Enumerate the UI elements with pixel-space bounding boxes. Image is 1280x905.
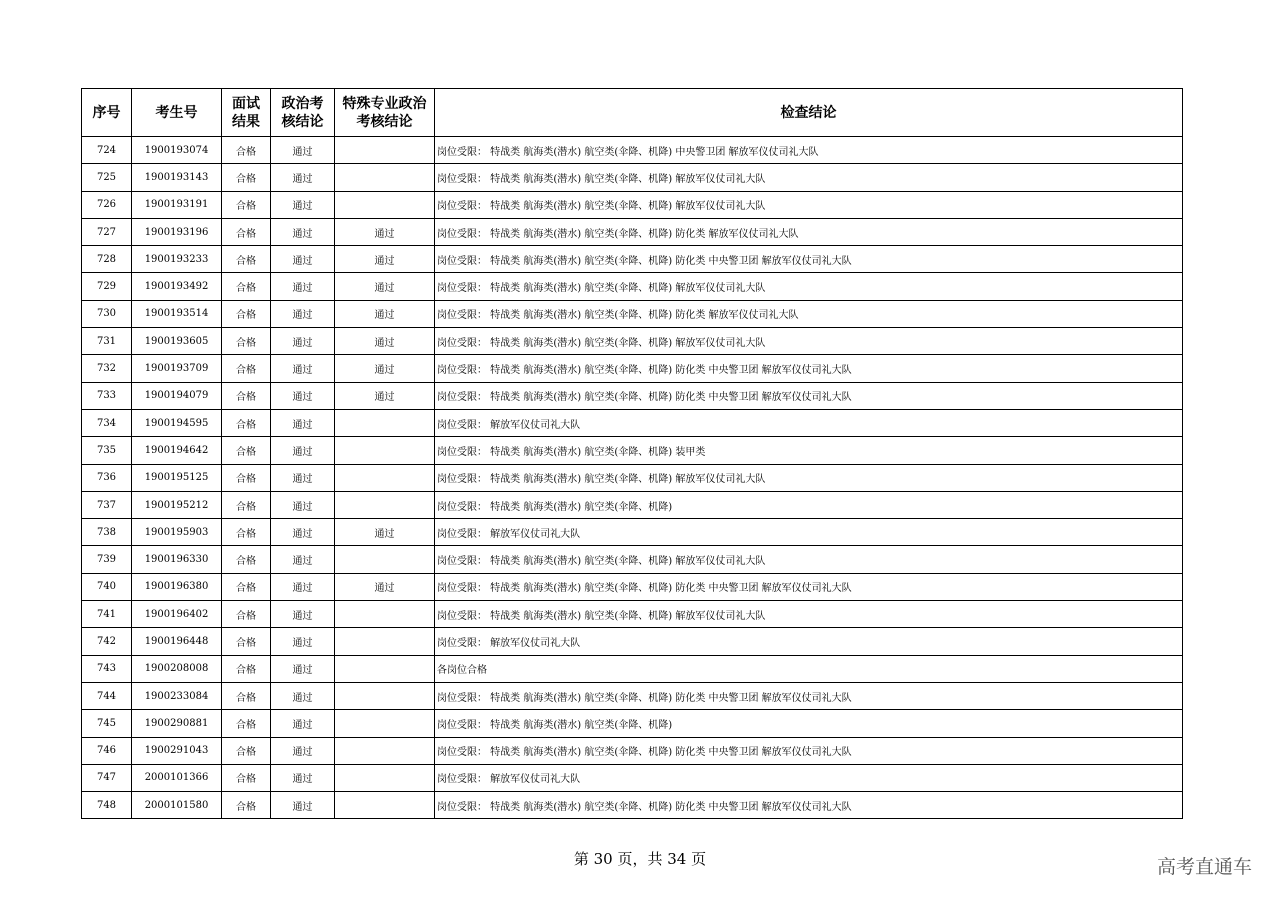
cell-seq: 737 [82,491,132,518]
cell-special [335,437,435,464]
cell-exam-no: 1900194595 [132,409,222,436]
table-row [82,437,1183,464]
cell-political: 通过 [271,628,335,655]
header-political-line1: 政治考 [281,95,324,112]
cell-exam-no: 1900195212 [132,491,222,518]
cell-check: 岗位受限： 特战类 航海类(潜水) 航空类(伞降、机降) 解放军仪仗司礼大队 [435,464,1183,491]
header-political [271,89,335,137]
cell-political: 通过 [271,328,335,355]
cell-seq: 735 [82,437,132,464]
cell-seq: 748 [82,792,132,819]
cell-special [335,710,435,737]
cell-exam-no: 1900196380 [132,573,222,600]
header-special-line2: 考核结论 [356,113,413,130]
cell-special [335,137,435,164]
header-political-line2: 核结论 [281,113,324,130]
cell-seq: 740 [82,573,132,600]
cell-exam-no: 1900193196 [132,218,222,245]
cell-seq: 746 [82,737,132,764]
cell-exam-no: 1900193605 [132,328,222,355]
header-row [82,89,1183,137]
cell-exam-no: 2000101580 [132,792,222,819]
cell-check: 岗位受限： 特战类 航海类(潜水) 航空类(伞降、机降) 解放军仪仗司礼大队 [435,546,1183,573]
cell-exam-no: 2000101366 [132,764,222,791]
cell-interview: 合格 [222,491,271,518]
table-row [82,655,1183,682]
cell-seq: 724 [82,137,132,164]
cell-exam-no: 1900233084 [132,682,222,709]
watermark-logo: 高考直通车 [1156,856,1252,878]
table-row [82,792,1183,819]
cell-exam-no: 1900195125 [132,464,222,491]
table-row [82,409,1183,436]
cell-check: 岗位受限： 特战类 航海类(潜水) 航空类(伞降、机降) 解放军仪仗司礼大队 [435,191,1183,218]
cell-check: 岗位受限： 特战类 航海类(潜水) 航空类(伞降、机降) [435,710,1183,737]
cell-seq: 743 [82,655,132,682]
cell-political: 通过 [271,491,335,518]
cell-check: 岗位受限： 特战类 航海类(潜水) 航空类(伞降、机降) 防化类 解放军仪仗司礼大队 [435,218,1183,245]
table-row [82,218,1183,245]
header-interview-line2: 结果 [232,113,260,130]
cell-special: 通过 [335,246,435,273]
cell-special [335,655,435,682]
cell-interview: 合格 [222,764,271,791]
cell-special: 通过 [335,273,435,300]
cell-exam-no: 1900291043 [132,737,222,764]
cell-check: 岗位受限： 特战类 航海类(潜水) 航空类(伞降、机降) 装甲类 [435,437,1183,464]
table-row [82,546,1183,573]
cell-exam-no: 1900193074 [132,137,222,164]
cell-political: 通过 [271,355,335,382]
cell-political: 通过 [271,382,335,409]
cell-special [335,164,435,191]
table-row [82,491,1183,518]
cell-check: 岗位受限： 特战类 航海类(潜水) 航空类(伞降、机降) [435,491,1183,518]
cell-seq: 739 [82,546,132,573]
cell-political: 通过 [271,573,335,600]
cell-seq: 733 [82,382,132,409]
cell-seq: 729 [82,273,132,300]
cell-interview: 合格 [222,382,271,409]
cell-check: 岗位受限： 特战类 航海类(潜水) 航空类(伞降、机降) 防化类 中央警卫团 解放军仪仗司礼大队 [435,737,1183,764]
cell-exam-no: 1900290881 [132,710,222,737]
table-row [82,300,1183,327]
cell-exam-no: 1900194079 [132,382,222,409]
cell-seq: 747 [82,764,132,791]
cell-check: 岗位受限： 解放军仪仗司礼大队 [435,519,1183,546]
cell-interview: 合格 [222,355,271,382]
cell-check: 岗位受限： 特战类 航海类(潜水) 航空类(伞降、机降) 防化类 解放军仪仗司礼大队 [435,300,1183,327]
cell-check: 岗位受限： 特战类 航海类(潜水) 航空类(伞降、机降) 防化类 中央警卫团 解放军仪仗司礼大队 [435,792,1183,819]
cell-special [335,792,435,819]
cell-check: 岗位受限： 特战类 航海类(潜水) 航空类(伞降、机降) 防化类 中央警卫团 解放军仪仗司礼大队 [435,682,1183,709]
table-row [82,573,1183,600]
cell-interview: 合格 [222,218,271,245]
cell-interview: 合格 [222,737,271,764]
cell-special: 通过 [335,519,435,546]
cell-exam-no: 1900194642 [132,437,222,464]
table-row [82,682,1183,709]
cell-interview: 合格 [222,164,271,191]
cell-interview: 合格 [222,246,271,273]
cell-seq: 728 [82,246,132,273]
cell-check: 岗位受限： 解放军仪仗司礼大队 [435,628,1183,655]
cell-seq: 732 [82,355,132,382]
cell-political: 通过 [271,764,335,791]
cell-seq: 741 [82,601,132,628]
cell-seq: 734 [82,409,132,436]
cell-political: 通过 [271,464,335,491]
cell-exam-no: 1900195903 [132,519,222,546]
cell-check: 各岗位合格 [435,655,1183,682]
cell-political: 通过 [271,273,335,300]
cell-special [335,628,435,655]
cell-special [335,464,435,491]
header-interview [222,89,271,137]
header-interview-line1: 面试 [232,95,260,112]
table-row [82,737,1183,764]
cell-exam-no: 1900196448 [132,628,222,655]
cell-check: 岗位受限： 解放军仪仗司礼大队 [435,409,1183,436]
cell-check: 岗位受限： 特战类 航海类(潜水) 航空类(伞降、机降) 解放军仪仗司礼大队 [435,164,1183,191]
cell-check: 岗位受限： 解放军仪仗司礼大队 [435,764,1183,791]
table-row [82,382,1183,409]
header-seq: 序号 [82,89,132,137]
table-row [82,164,1183,191]
cell-political: 通过 [271,191,335,218]
table-row [82,273,1183,300]
cell-political: 通过 [271,737,335,764]
cell-interview: 合格 [222,710,271,737]
cell-interview: 合格 [222,573,271,600]
cell-exam-no: 1900193191 [132,191,222,218]
cell-political: 通过 [271,437,335,464]
cell-special [335,601,435,628]
cell-political: 通过 [271,682,335,709]
cell-interview: 合格 [222,546,271,573]
table-row [82,764,1183,791]
table-row [82,628,1183,655]
table-row [82,246,1183,273]
cell-political: 通过 [271,655,335,682]
cell-seq: 744 [82,682,132,709]
cell-exam-no: 1900196330 [132,546,222,573]
cell-special: 通过 [335,218,435,245]
cell-special [335,409,435,436]
table-body [82,137,1183,819]
cell-check: 岗位受限： 特战类 航海类(潜水) 航空类(伞降、机降) 解放军仪仗司礼大队 [435,601,1183,628]
cell-political: 通过 [271,409,335,436]
cell-seq: 727 [82,218,132,245]
cell-seq: 745 [82,710,132,737]
cell-political: 通过 [271,137,335,164]
cell-special [335,682,435,709]
page-number: 第 30 页，共 34 页 [573,850,707,868]
cell-seq: 738 [82,519,132,546]
cell-interview: 合格 [222,655,271,682]
cell-interview: 合格 [222,137,271,164]
cell-special [335,764,435,791]
cell-exam-no: 1900193514 [132,300,222,327]
cell-special: 通过 [335,328,435,355]
cell-political: 通过 [271,601,335,628]
cell-special [335,191,435,218]
table-row [82,464,1183,491]
cell-seq: 726 [82,191,132,218]
cell-interview: 合格 [222,601,271,628]
cell-interview: 合格 [222,409,271,436]
header-exam-no: 考生号 [132,89,222,137]
cell-exam-no: 1900196402 [132,601,222,628]
cell-exam-no: 1900193143 [132,164,222,191]
table-row [82,355,1183,382]
header-check: 检查结论 [435,89,1183,137]
cell-exam-no: 1900208008 [132,655,222,682]
header-special [335,89,435,137]
cell-check: 岗位受限： 特战类 航海类(潜水) 航空类(伞降、机降) 解放军仪仗司礼大队 [435,328,1183,355]
cell-special: 通过 [335,355,435,382]
cell-interview: 合格 [222,328,271,355]
table-row [82,328,1183,355]
cell-check: 岗位受限： 特战类 航海类(潜水) 航空类(伞降、机降) 防化类 中央警卫团 解放军仪仗司礼大队 [435,355,1183,382]
cell-special [335,491,435,518]
results-table [81,88,1183,819]
table-row [82,137,1183,164]
cell-political: 通过 [271,164,335,191]
cell-interview: 合格 [222,437,271,464]
cell-interview: 合格 [222,464,271,491]
cell-special [335,737,435,764]
table-row [82,191,1183,218]
cell-check: 岗位受限： 特战类 航海类(潜水) 航空类(伞降、机降) 解放军仪仗司礼大队 [435,273,1183,300]
cell-interview: 合格 [222,628,271,655]
cell-check: 岗位受限： 特战类 航海类(潜水) 航空类(伞降、机降) 防化类 中央警卫团 解放军仪仗司礼大队 [435,573,1183,600]
cell-special: 通过 [335,382,435,409]
cell-check: 岗位受限： 特战类 航海类(潜水) 航空类(伞降、机降) 中央警卫团 解放军仪仗司礼大队 [435,137,1183,164]
cell-interview: 合格 [222,300,271,327]
cell-interview: 合格 [222,792,271,819]
cell-political: 通过 [271,300,335,327]
header-special-line1: 特殊专业政治 [342,95,427,112]
cell-check: 岗位受限： 特战类 航海类(潜水) 航空类(伞降、机降) 防化类 中央警卫团 解放军仪仗司礼大队 [435,382,1183,409]
cell-interview: 合格 [222,191,271,218]
cell-seq: 742 [82,628,132,655]
cell-political: 通过 [271,546,335,573]
cell-exam-no: 1900193233 [132,246,222,273]
cell-exam-no: 1900193709 [132,355,222,382]
cell-exam-no: 1900193492 [132,273,222,300]
cell-special [335,546,435,573]
cell-special: 通过 [335,300,435,327]
cell-seq: 731 [82,328,132,355]
cell-political: 通过 [271,218,335,245]
table-row [82,601,1183,628]
cell-interview: 合格 [222,519,271,546]
cell-special: 通过 [335,573,435,600]
cell-seq: 736 [82,464,132,491]
cell-political: 通过 [271,246,335,273]
cell-political: 通过 [271,792,335,819]
cell-political: 通过 [271,519,335,546]
cell-interview: 合格 [222,682,271,709]
cell-political: 通过 [271,710,335,737]
cell-seq: 725 [82,164,132,191]
table-row [82,710,1183,737]
cell-interview: 合格 [222,273,271,300]
cell-seq: 730 [82,300,132,327]
cell-check: 岗位受限： 特战类 航海类(潜水) 航空类(伞降、机降) 防化类 中央警卫团 解放军仪仗司礼大队 [435,246,1183,273]
table-row [82,519,1183,546]
